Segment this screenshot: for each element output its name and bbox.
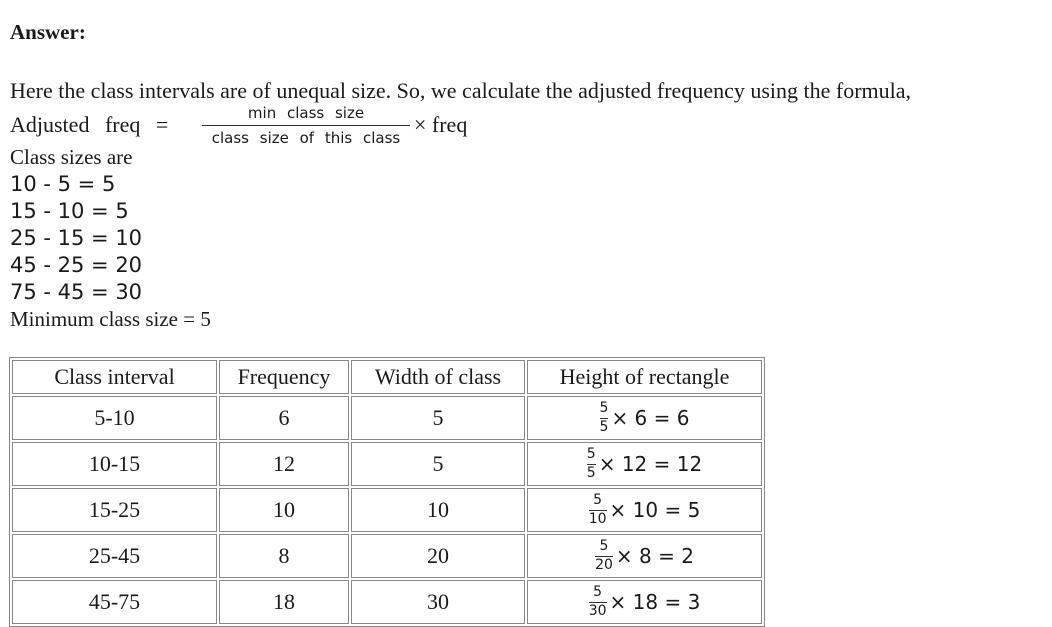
cell-height <box>527 488 762 532</box>
height-fraction <box>595 539 613 573</box>
class-size-line: 45 - 25 = 20 <box>10 253 143 277</box>
cell-width: 30 <box>351 580 525 624</box>
height-expression: × 12 = 12 <box>598 452 703 476</box>
cell-frequency: 10 <box>219 488 349 532</box>
cell-class-interval: 10-15 <box>12 442 217 486</box>
fraction-denominator: 5 <box>599 419 609 435</box>
table-row <box>12 488 762 532</box>
height-fraction <box>587 447 596 481</box>
intro-text: Here the class intervals are of unequal size. So, we calculate the adjusted frequency using the formula, <box>10 78 912 103</box>
formula-label: Adjusted freq = <box>10 112 169 137</box>
fraction-bar <box>202 125 410 126</box>
formula-numerator: min class size <box>247 104 365 122</box>
class-size-line: 25 - 15 = 10 <box>10 226 143 250</box>
formula-suffix: × freq <box>414 112 468 137</box>
fraction-denominator: 20 <box>595 557 613 573</box>
height-expression: × 8 = 2 <box>615 544 694 568</box>
frequency-table <box>9 357 765 627</box>
header-width-of-class: Width of class <box>351 360 525 394</box>
fraction-denominator: 5 <box>586 465 596 481</box>
table-row <box>12 442 762 486</box>
cell-height <box>527 580 762 624</box>
cell-frequency: 12 <box>219 442 349 486</box>
fraction-denominator: 30 <box>588 603 607 619</box>
cell-class-interval: 5-10 <box>12 396 217 440</box>
cell-frequency: 6 <box>219 396 349 440</box>
formula-denominator: class size of this class <box>211 129 401 147</box>
cell-width: 20 <box>351 534 525 578</box>
class-size-line: 75 - 45 = 30 <box>10 280 143 304</box>
height-fraction <box>589 493 607 527</box>
table-header-row <box>12 360 762 394</box>
cell-class-interval: 25-45 <box>12 534 217 578</box>
table-row <box>12 580 762 624</box>
fraction-numerator: 5 <box>593 584 603 600</box>
fraction-numerator: 5 <box>599 400 609 416</box>
class-size-line: 10 - 5 = 5 <box>10 172 116 196</box>
class-sizes-title: Class sizes are <box>10 145 133 169</box>
cell-class-interval: 15-25 <box>12 488 217 532</box>
minimum-class-size: Minimum class size = 5 <box>10 307 211 331</box>
header-class-interval: Class interval <box>12 360 217 394</box>
fraction-numerator: 5 <box>599 538 609 554</box>
cell-frequency: 8 <box>219 534 349 578</box>
cell-width: 10 <box>351 488 525 532</box>
cell-width: 5 <box>351 396 525 440</box>
fraction-numerator: 5 <box>593 492 603 508</box>
cell-height <box>527 534 762 578</box>
answer-heading: Answer: <box>10 20 86 44</box>
cell-height <box>527 442 762 486</box>
cell-class-interval: 45-75 <box>12 580 217 624</box>
height-fraction <box>600 401 609 435</box>
height-expression: × 10 = 5 <box>609 498 701 522</box>
table-row <box>12 396 762 440</box>
cell-width: 5 <box>351 442 525 486</box>
fraction-numerator: 5 <box>586 446 596 462</box>
cell-height <box>527 396 762 440</box>
header-frequency: Frequency <box>219 360 349 394</box>
cell-frequency: 18 <box>219 580 349 624</box>
header-height-of-rectangle: Height of rectangle <box>527 360 762 394</box>
height-expression: × 6 = 6 <box>611 406 690 430</box>
height-expression: × 18 = 3 <box>609 590 701 614</box>
height-fraction <box>589 585 607 619</box>
table-row <box>12 534 762 578</box>
class-size-line: 15 - 10 = 5 <box>10 199 129 223</box>
fraction-denominator: 10 <box>588 511 607 527</box>
